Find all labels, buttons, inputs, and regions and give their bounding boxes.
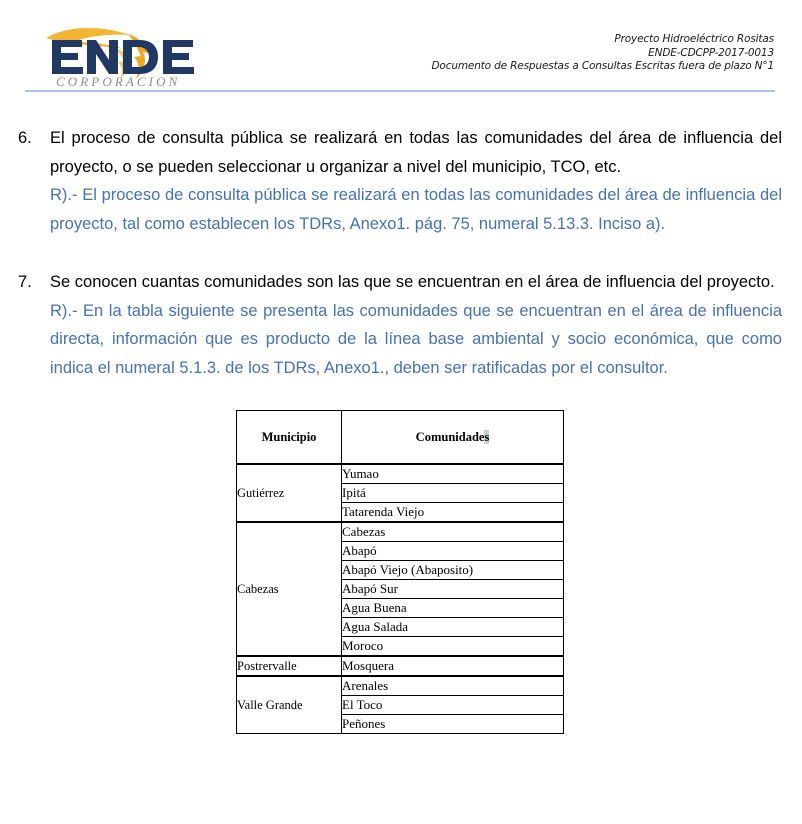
municipio-cell: Cabezas [237,522,342,656]
document-body [0,92,802,734]
qa-item-7 [0,268,802,382]
comunidad-cell: Abapó Viejo (Abaposito) [342,561,564,580]
table-row [237,522,564,542]
qa-item-7-answer: R).- En la tabla siguiente se presenta las comunidades que se encuentran en el área de influencia directa, información que es producto de la línea base ambiental y socio económica, que como indica el numeral 5.1.3. de los TDRs, Anexo1., deben ser ratificadas por el consultor. [50,301,782,377]
qa-item-6 [0,124,802,238]
communities-table-body [237,464,564,734]
communities-table-head [237,411,564,465]
qa-item-6-answer: R).- El proceso de consulta pública se realizará en todas las comunidades del área de influencia del proyecto, tal como establecen los TDRs, Anexo1. pág. 75, numeral 5.13.3. Inciso a). [50,186,782,233]
municipio-cell: Postrervalle [237,656,342,676]
comunidad-cell: Yumao [342,464,564,484]
table-row [237,656,564,676]
logo-wordmark [52,40,194,74]
column-header-comunidades [342,411,564,465]
comunidad-cell: Agua Buena [342,599,564,618]
table-header-row [237,411,564,465]
comunidad-cell: Tatarenda Viejo [342,503,564,523]
communities-table-container [0,410,802,734]
qa-item-7-question: Se conocen cuantas comunidades son las que se encuentran en el área de influencia del proyecto. [50,273,775,291]
column-header-municipio: Municipio [237,411,342,465]
qa-item-7-number: 7. [18,273,32,291]
column-header-comunidades-text: Comunidade [415,429,485,444]
municipio-cell: Valle Grande [237,676,342,734]
comunidad-cell: Moroco [342,637,564,657]
communities-table [236,410,564,734]
comunidad-cell: Abapó Sur [342,580,564,599]
qa-item-6-number: 6. [18,129,32,147]
table-row [237,676,564,696]
comunidad-cell: Abapó [342,542,564,561]
logo-tagline-text: CORPORACION [56,74,181,88]
comunidad-cell: Agua Salada [342,618,564,637]
header-meta-line-2: ENDE-CDCPP-2017-0013 [648,46,774,59]
column-header-comunidades-selected-char: s [484,429,490,444]
comunidad-cell: Mosquera [342,656,564,676]
logo-svg [44,22,204,88]
comunidad-cell: Arenales [342,676,564,696]
comunidad-cell: Peñones [342,715,564,734]
comunidad-cell: El Toco [342,696,564,715]
table-row [237,464,564,484]
header-document-meta [431,33,774,74]
qa-item-6-question: El proceso de consulta pública se realizará en todas las comunidades del área de influencia del proyecto, o se pueden seleccionar u organizar a nivel del municipio, TCO, etc. [50,129,782,176]
ende-corporacion-logo [44,22,204,88]
page-header [0,0,802,92]
comunidad-cell: Ipitá [342,484,564,503]
header-meta-line-1: Proyecto Hidroeléctrico Rositas [614,33,774,45]
comunidad-cell: Cabezas [342,522,564,542]
header-meta-line-3: Documento de Respuestas a Consultas Escritas fuera de plazo N°1 [431,60,774,73]
municipio-cell: Gutiérrez [237,464,342,522]
